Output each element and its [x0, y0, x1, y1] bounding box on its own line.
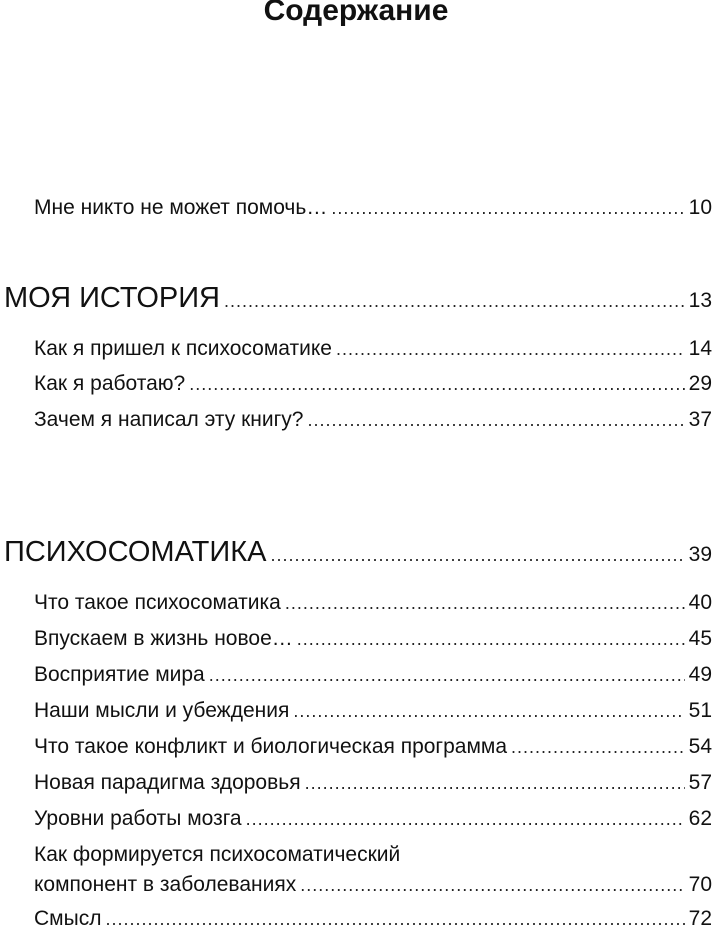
toc-section-label: МОЯ ИСТОРИЯ — [4, 282, 220, 314]
toc-entry[interactable] — [34, 735, 712, 759]
toc-entry-label: Зачем я написал эту книгу? — [34, 408, 304, 431]
toc-entry-label: компонент в заболеваниях — [34, 873, 297, 896]
toc-leader-dots — [285, 593, 685, 614]
toc-entry-label: Что такое психосоматика — [34, 591, 281, 614]
toc-entry[interactable] — [34, 627, 712, 651]
toc-section-psychosomatics[interactable] — [4, 536, 712, 569]
toc-leader-dots — [270, 545, 684, 566]
toc-entry[interactable] — [34, 873, 712, 897]
toc-entry-label: Как я работаю? — [34, 372, 186, 395]
toc-entry[interactable] — [34, 408, 712, 432]
toc-leader-dots — [305, 773, 685, 794]
toc-entry[interactable] — [34, 807, 712, 831]
toc-entry-label: Что такое конфликт и биологическая программа — [34, 735, 508, 758]
toc-entry-label: Как я пришел к психосоматике — [34, 337, 332, 360]
toc-leader-dots — [297, 629, 685, 650]
toc-entry-intro[interactable] — [34, 196, 712, 220]
toc-leader-dots — [224, 291, 685, 312]
toc-page-number: 29 — [688, 372, 712, 395]
toc-leader-dots — [293, 701, 684, 722]
toc-page-number: 62 — [688, 807, 712, 830]
toc-page-number: 40 — [688, 591, 712, 614]
toc-leader-dots — [209, 665, 685, 686]
toc-page-number: 57 — [688, 771, 712, 794]
toc-leader-dots — [511, 737, 685, 758]
toc-entry[interactable] — [34, 337, 712, 361]
toc-entry-label: Мне никто не может помочь… — [34, 196, 328, 219]
toc-entry[interactable] — [34, 699, 712, 723]
toc-page-number: 39 — [688, 543, 712, 566]
toc-page-number: 45 — [688, 627, 712, 650]
toc-entry[interactable] — [34, 771, 712, 795]
toc-page-number: 13 — [688, 289, 712, 312]
toc-entry[interactable] — [34, 907, 712, 931]
toc-page-number: 10 — [688, 196, 712, 219]
toc-entry-label-line1[interactable]: Как формируется психосоматический — [34, 843, 401, 866]
toc-section-my-story[interactable] — [4, 282, 712, 315]
toc-entry[interactable] — [34, 663, 712, 687]
toc-page-number: 49 — [688, 663, 712, 686]
toc-entry[interactable] — [34, 372, 712, 396]
toc-entry-label: Смысл — [34, 907, 102, 930]
toc-section-label: ПСИХОСОМАТИКА — [4, 536, 267, 568]
toc-leader-dots — [336, 339, 685, 360]
page-title: Содержание — [263, 0, 449, 27]
toc-page-number: 70 — [688, 873, 712, 896]
toc-entry[interactable] — [34, 591, 712, 615]
toc-page-number: 14 — [688, 337, 712, 360]
toc-page-number: 72 — [688, 907, 712, 930]
toc-leader-dots — [300, 875, 684, 896]
toc-leader-dots — [105, 909, 684, 930]
toc-entry-label: Впускаем в жизнь новое… — [34, 627, 293, 650]
toc-page-number: 54 — [688, 735, 712, 758]
toc-page-number: 51 — [688, 699, 712, 722]
toc-page-number: 37 — [688, 408, 712, 431]
toc-entry-label: Уровни работы мозга — [34, 807, 242, 830]
toc-leader-dots — [189, 374, 684, 395]
toc-leader-dots — [246, 809, 685, 830]
toc-entry-label: Наши мысли и убеждения — [34, 699, 290, 722]
toc-entry-label: Восприятие мира — [34, 663, 205, 686]
toc-leader-dots — [307, 410, 684, 431]
toc-entry-label: Новая парадигма здоровья — [34, 771, 301, 794]
toc-leader-dots — [331, 198, 684, 219]
